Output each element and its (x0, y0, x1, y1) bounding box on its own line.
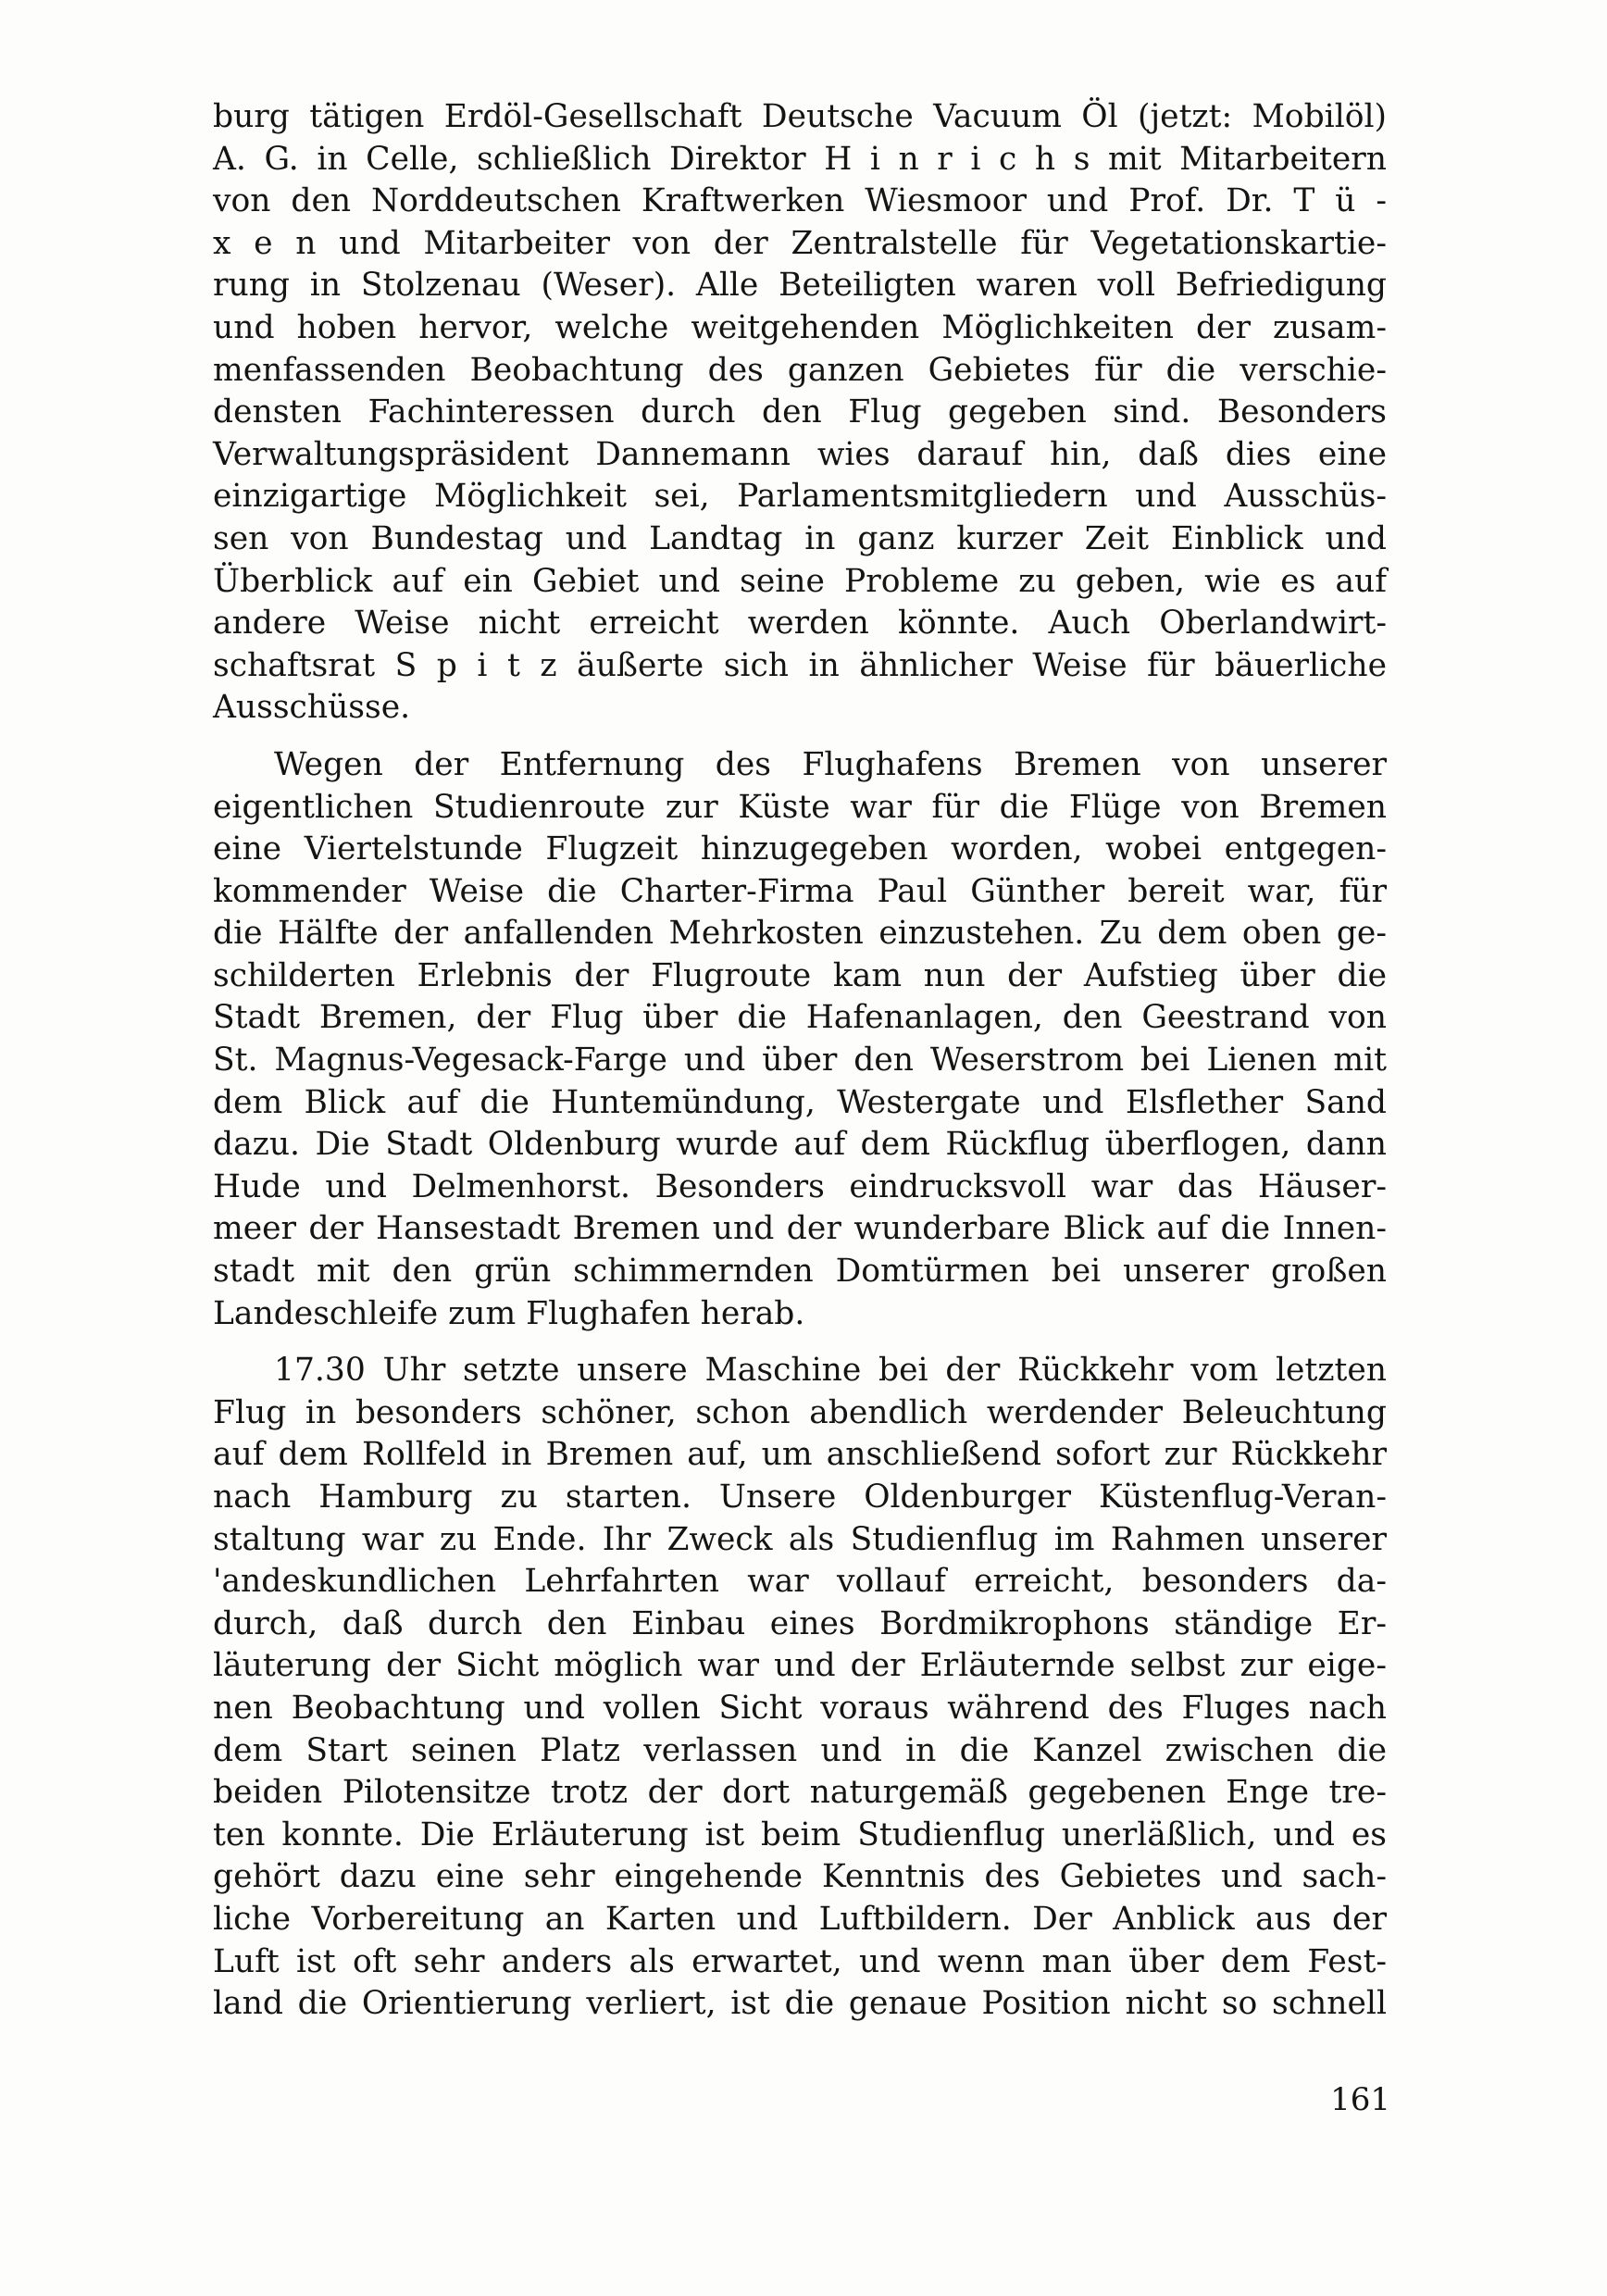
text-line: 17.30 Uhr setzte unsere Maschine bei der Rückkehr vom letzten (274, 1352, 1387, 1390)
text-line: 'andeskundlichen Lehrfahrten war vollauf erreicht, besonders da- (213, 1563, 1387, 1601)
text-line: densten Fachinteressen durch den Flug gegeben sind. Besonders (213, 393, 1387, 431)
paragraph (213, 744, 1387, 1335)
text-line: nach Hamburg zu starten. Unsere Oldenburger Küstenflug-Veran- (213, 1479, 1387, 1516)
text-line: ten konnte. Die Erläuterung ist beim Studienflug unerläßlich, und es (213, 1816, 1387, 1853)
paragraph (213, 1350, 1387, 2026)
text-line: und hoben hervor, welche weitgehenden Möglichkeiten der zusam- (213, 308, 1387, 346)
text-line: auf dem Rollfeld in Bremen auf, um anschließend sofort zur Rückkehr (213, 1436, 1387, 1474)
text-line: Luft ist oft sehr anders als erwartet, und wenn man über dem Fest- (213, 1942, 1387, 1980)
text-line: Hude und Delmenhorst. Besonders eindrucksvoll war das Häuser- (213, 1167, 1387, 1205)
text-line: von den Norddeutschen Kraftwerken Wiesmoor und Prof. Dr. T ü - (213, 182, 1387, 220)
text-line: A. G. in Celle, schließlich Direktor H i n r i c h s mit Mitarbeitern (213, 140, 1387, 178)
text-line: kommender Weise die Charter-Firma Paul Günther bereit war, für (213, 872, 1387, 910)
text-line: meer der Hansestadt Bremen und der wunderbare Blick auf die Innen- (213, 1210, 1387, 1248)
text-line: beiden Pilotensitze trotz der dort naturgemäß gegebenen Enge tre- (213, 1774, 1387, 1812)
text-line: andere Weise nicht erreicht werden könnte. Auch Oberlandwirt- (213, 605, 1387, 643)
text-line: rung in Stolzenau (Weser). Alle Beteiligten waren voll Befriedigung (213, 267, 1387, 305)
text-line: nen Beobachtung und vollen Sicht voraus während des Fluges nach (213, 1689, 1387, 1727)
text-line: dem Start seinen Platz verlassen und in die Kanzel zwischen die (213, 1731, 1387, 1769)
text-line: gehört dazu eine sehr eingehende Kenntnis des Gebietes und sach- (213, 1858, 1387, 1896)
text-line: St. Magnus-Vegesack-Farge und über den Weserstrom bei Lienen mit (213, 1042, 1387, 1079)
page-number: 161 (1330, 2081, 1390, 2118)
text-line: schilderten Erlebnis der Flugroute kam nun der Aufstieg über die (213, 956, 1387, 994)
text-line: Ausschüsse. (213, 689, 411, 727)
text-line: schaftsrat S p i t z äußerte sich in ähnlicher Weise für bäuerliche (213, 646, 1387, 684)
text-line: sen von Bundestag und Landtag in ganz kurzer Zeit Einblick und (213, 519, 1387, 557)
text-line: dem Blick auf die Huntemündung, Westergate und Elsflether Sand (213, 1083, 1387, 1121)
text-line: eigentlichen Studienroute zur Küste war für die Flüge von Bremen (213, 788, 1387, 826)
text-line: läuterung der Sicht möglich war und der Erläuternde selbst zur eige- (213, 1647, 1387, 1685)
text-line: durch, daß durch den Einbau eines Bordmikrophons ständige Er- (213, 1604, 1387, 1642)
text-line: Landeschleife zum Flughafen herab. (213, 1294, 805, 1332)
text-line: einzigartige Möglichkeit sei, Parlamentsmitgliedern und Ausschüs- (213, 478, 1387, 516)
text-line: Flug in besonders schöner, schon abendlich werdender Beleuchtung (213, 1393, 1387, 1431)
body-text (213, 96, 1387, 2040)
text-line: Überblick auf ein Gebiet und seine Probleme zu geben, wie es auf (213, 562, 1387, 600)
text-line: menfassenden Beobachtung des ganzen Gebietes für die verschie- (213, 351, 1387, 389)
text-line: Wegen der Entfernung des Flughafens Bremen von unserer (274, 745, 1387, 783)
text-line: staltung war zu Ende. Ihr Zweck als Studienflug im Rahmen unserer (213, 1520, 1387, 1558)
text-line: Verwaltungspräsident Dannemann wies darauf hin, daß dies eine (213, 435, 1387, 473)
paragraph (213, 96, 1387, 730)
text-line: liche Vorbereitung an Karten und Luftbildern. Der Anblick aus der (213, 1900, 1387, 1938)
text-line: stadt mit den grün schimmernden Domtürmen bei unserer großen (213, 1253, 1387, 1291)
text-line: eine Viertelstunde Flugzeit hinzugegeben worden, wobei entgegen- (213, 830, 1387, 868)
text-line: die Hälfte der anfallenden Mehrkosten einzustehen. Zu dem oben ge- (213, 915, 1387, 953)
text-line: dazu. Die Stadt Oldenburg wurde auf dem Rückflug überflogen, dann (213, 1126, 1387, 1164)
text-line: x e n und Mitarbeiter von der Zentralstelle für Vegetationskartie- (213, 224, 1387, 262)
text-line: burg tätigen Erdöl-Gesellschaft Deutsche Vacuum Öl (jetzt: Mobilöl) (213, 98, 1387, 135)
text-line: land die Orientierung verliert, ist die genaue Position nicht so schnell (213, 1985, 1387, 2023)
text-line: Stadt Bremen, der Flug über die Hafenanlagen, den Geestrand von (213, 999, 1387, 1037)
